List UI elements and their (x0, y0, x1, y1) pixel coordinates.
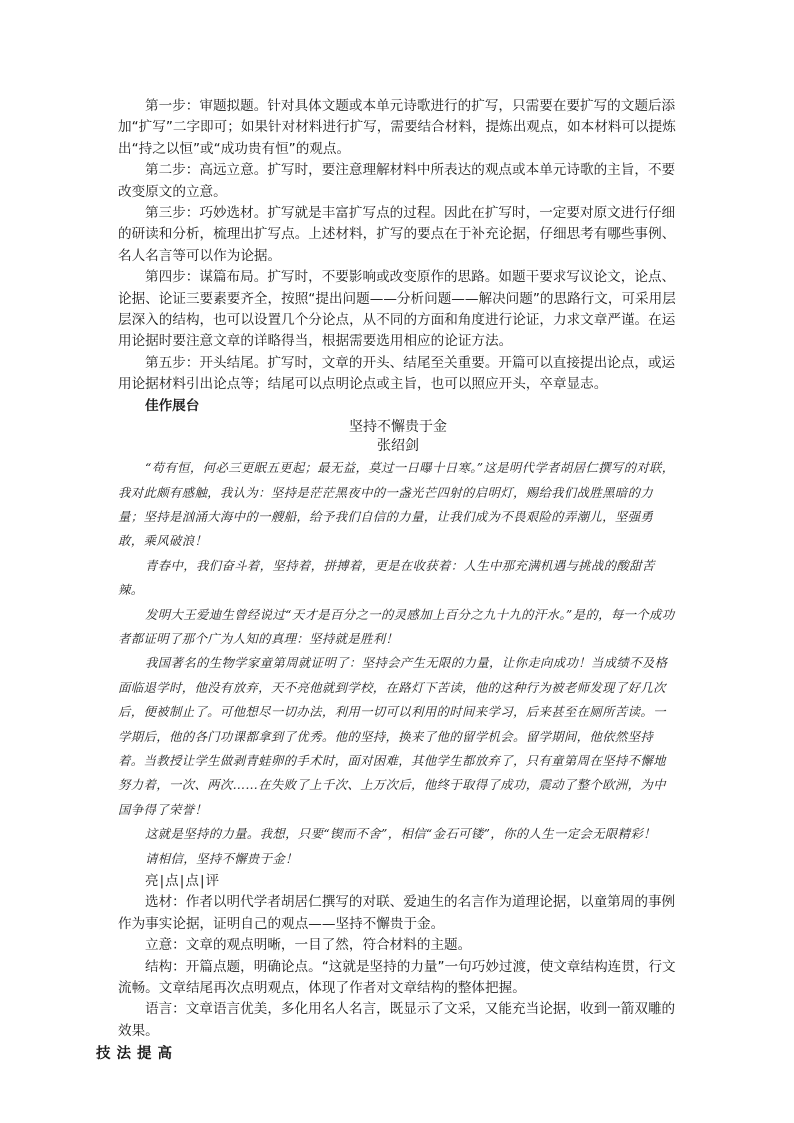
step-5: 第五步：开头结尾。扩写时，文章的开头、结尾至关重要。开篇可以直接提出论点，或运用论据材料引出论点等；结尾可以点明论点或主旨，也可以照应开头，卒章显志。 (118, 354, 676, 393)
step-3: 第三步：巧妙选材。扩写就是丰富扩写点的过程。因此在扩写时，一定要对原文进行仔细的研读和分析，梳理出扩写点。上述材料，扩写的要点在于补充论据，仔细思考有哪些事例、名人名言等可以作为论据。 (118, 205, 676, 264)
essay-paragraph: “苟有恒，何必三更眠五更起；最无益，莫过一日曝十日寒。”这是明代学者胡居仁撰写的对联，我对此颇有感触，我认为：坚持是茫茫黑夜中的一盏光芒四射的启明灯，赐给我们战胜黑暗的力量；坚持是汹涌大海中的一艘船，给予我们自信的力量，让我们成为不畏艰险的弄潮儿，坚强勇敢，乘风破浪！ (118, 460, 675, 549)
showcase-heading: 佳作展台 (145, 397, 200, 414)
essay-paragraph: 青春中，我们奋斗着，坚持着，拼搏着，更是在收获着：人生中那充满机遇与挑战的酸甜苦辣。 (118, 557, 655, 598)
document-page (96, 96, 678, 1066)
essay-author: 张绍剑 (377, 438, 419, 455)
review-material: 选材：作者以明代学者胡居仁撰写的对联、爱迪生的名言作为道理论据，以童第周的事例作为事实论据，证明自己的观点——坚持不懈贵于金。 (118, 894, 676, 932)
step-1: 第一步：审题拟题。针对具体文题或本单元诗歌进行的扩写，只需要在要扩写的文题后添加“扩写”二字即可；如果针对材料进行扩写，需要结合材料，提炼出观点，如本材料可以提炼出“持之以恒”或“成功贵有恒”的观点。 (118, 98, 676, 157)
essay-paragraph: 发明大王爱迪生曾经说过“天才是百分之一的灵感加上百分之九十九的汗水。”是的，每一个成功者都证明了那个广为人知的真理：坚持就是胜利！ (118, 606, 675, 646)
section-heading: 技法提高 (96, 1046, 178, 1063)
essay-title: 坚持不懈贵于金 (349, 419, 447, 436)
review-language: 语言：文章语言优美，多化用名人名言，既显示了文采，又能充当论据，收到一箭双雕的效果。 (118, 1001, 676, 1039)
review-heading: 亮|点|点|评 (145, 873, 221, 889)
essay-body (118, 456, 678, 871)
essay-paragraph: 请相信，坚持不懈贵于金！ (145, 850, 298, 866)
review-theme: 立意：文章的观点明晰，一目了然，符合材料的主题。 (145, 937, 472, 954)
step-2: 第二步：高远立意。扩写时，要注意理解材料中所表达的观点或本单元诗歌的主旨，不要改变原文的立意。 (118, 162, 676, 200)
essay-paragraph: 这就是坚持的力量。我想，只要“锲而不舍”，相信“金石可镂”，你的人生一定会无限精彩！ (145, 826, 656, 842)
step-4: 第四步：谋篇布局。扩写时，不要影响或改变原作的思路。如题干要求写议论文，论点、论据、论证三要素要齐全，按照“提出问题——分析问题——解决问题”的思路行文，可采用层层深入的结构，也可以设置几个分论点，从不同的方面和角度进行论证，力求文章严谨。在运用论据时要注意文章的详略得当，根据需要选用相应的论证方法。 (118, 269, 676, 350)
review-structure: 结构：开篇点题，明确论点。“这就是坚持的力量”一句巧妙过渡，使文章结构连贯，行文流畅。文章结尾再次点明观点，体现了作者对文章结构的整体把握。 (118, 958, 676, 997)
essay-paragraph: 我国著名的生物学家童第周就证明了：坚持会产生无限的力量，让你走向成功！当成绩不及格面临退学时，他没有放弃，天不亮他就到学校，在路灯下苦读，他的这种行为被老师发现了好几次后，便被制止了。可他想尽一切办法，利用一切可以利用的时间来学习，后来甚至在厕所苦读。一学期后，他的各门功课都拿到了优秀。他的坚持，换来了他的留学机会。留学期间，他依然坚持着。当教授让学生做剥青蛙卵的手术时，面对困难，其他学生都放弃了，只有童第周在坚持不懈地努力着，一次、两次……在失败了上千次、上万次后，他终于取得了成功，震动了整个欧洲，为中国争得了荣誉！ (118, 655, 668, 817)
